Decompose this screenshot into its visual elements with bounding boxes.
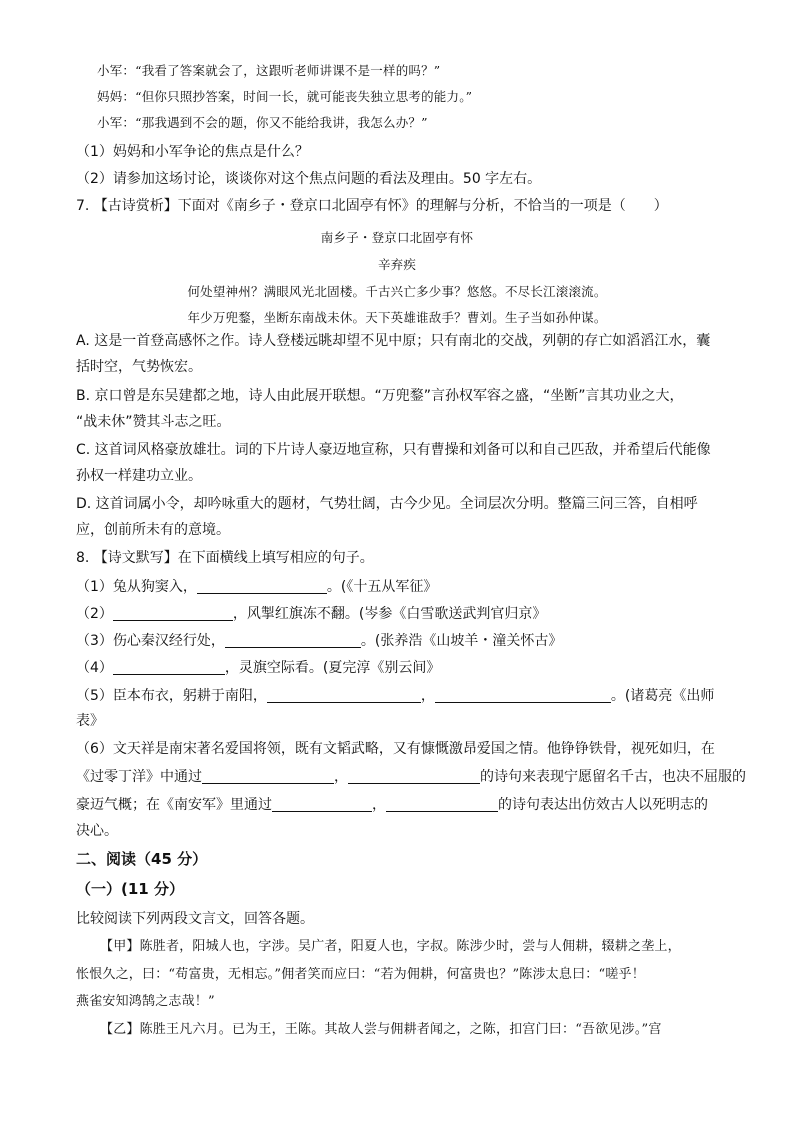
- passage-jia: 【甲】陈胜者，阳城人也，字涉。吴广者，阳夏人也，字叔。陈涉少时，尝与人佣耕，辍耕之垄上，: [100, 939, 681, 954]
- section-title: 二、阅读（45 分）: [76, 850, 208, 868]
- q8-item-6-line2: [76, 769, 746, 784]
- q8-item-5-text: （5）臣本布衣，躬耕于南阳，: [76, 688, 267, 704]
- poem-author: 辛弃疾: [377, 257, 417, 272]
- q8-item-6: （6）文天祥是南宋著名爱国将领，既有文韬武略，又有慷慨激昂爱国之情。他铮铮铁骨，视死如归，在: [76, 741, 715, 757]
- q7-option-d-cont: 应，创前所未有的意境。: [76, 522, 230, 538]
- q8-item-6-text: 《过零丁洋》中通过: [76, 769, 202, 785]
- q8-item-1: [76, 579, 437, 594]
- answer-blank[interactable]: [225, 633, 361, 648]
- q7-stem: 7. 【古诗赏析】下面对《南乡子・登京口北固亭有怀》的理解与分析，不恰当的一项是（ ）: [76, 198, 668, 214]
- q8-item-4: [76, 660, 440, 675]
- q7-option-b-cont: “战未休”赞其斗志之旺。: [76, 414, 231, 430]
- answer-blank[interactable]: [197, 579, 327, 594]
- dialogue-line: 小军：“那我遇到不会的题，你又不能给我讲，我怎么办？”: [97, 115, 428, 130]
- q7-option-c: C. 这首词风格豪放雄壮。词的下片诗人豪迈地宣称，只有曹操和刘备可以和自己匹敌，并希望后代能像: [76, 442, 711, 458]
- q8-item-6-line3: [76, 797, 708, 812]
- passage-jia-cont: 怅恨久之，曰：“苟富贵，无相忘。”佣者笑而应曰：“若为佣耕，何富贵也？”陈涉太息曰：“嗟乎！: [76, 967, 645, 982]
- q8-item-2-num: （2）: [76, 606, 113, 622]
- q8-item-6-text: 的诗句表达出仿效古人以死明志的: [498, 797, 708, 813]
- passage-jia-cont: 燕雀安知鸿鹄之志哉！”: [76, 994, 215, 1009]
- q7-option-a: A. 这是一首登高感怀之作。诗人登楼远眺却望不见中原；只有南北的交战，列朝的存亡如滔滔江水，囊: [76, 333, 711, 349]
- subsection-title: （一）(11 分）: [76, 880, 184, 898]
- q6-sub1: （1）妈妈和小军争论的焦点是什么？: [76, 144, 309, 160]
- comma: ，: [334, 769, 348, 785]
- q8-item-3-source: 。(张养浩《山坡羊・潼关怀古》: [360, 633, 563, 649]
- q8-item-4-num: （4）: [76, 660, 113, 676]
- q8-item-5: [76, 688, 714, 703]
- q7-option-c-cont: 孙权一样建功立业。: [76, 468, 202, 484]
- q8-item-6-text: 的诗句来表现宁愿留名千古，也决不屈服的: [480, 769, 746, 785]
- q8-item-6-text: 豪迈气概；在《南安军》里通过: [76, 797, 272, 813]
- q8-item-5-cont: 表》: [76, 713, 104, 729]
- answer-blank[interactable]: [435, 688, 611, 703]
- passage-yi: 【乙】陈胜王凡六月。已为王，王陈。其故人尝与佣耕者闻之，之陈，扣宫门曰：“吾欲见涉。”宫: [100, 1022, 662, 1037]
- q7-option-a-cont: 括时空，气势恢宏。: [76, 359, 202, 375]
- poem-line: 何处望神州？满眼风光北固楼。千古兴亡多少事？悠悠。不尽长江滚滚流。: [187, 284, 607, 299]
- comma: ，: [372, 797, 386, 813]
- dialogue-line: 小军：“我看了答案就会了，这跟听老师讲课不是一样的吗？”: [97, 63, 441, 78]
- answer-blank[interactable]: [113, 606, 233, 621]
- q7-option-d: D. 这首词属小令，却吟咏重大的题材，气势壮阔，古今少见。全词层次分明。整篇三问三答，自相呼: [76, 496, 698, 512]
- answer-blank[interactable]: [267, 688, 421, 703]
- poem-title: 南乡子・登京口北固亭有怀: [320, 230, 474, 245]
- q6-sub2: （2）请参加这场讨论，谈谈你对这个焦点问题的看法及理由。50 字左右。: [76, 171, 542, 187]
- q8-item-2: [76, 606, 546, 621]
- q8-item-4-text: ，灵旗空际看。(夏完淳《别云间》: [224, 660, 441, 676]
- poem-line: 年少万兜鍪，坐断东南战未休。天下英雄谁敌手？曹刘。生子当如孙仲谋。: [187, 310, 607, 325]
- q7-option-b: B. 京口曾是东吴建都之地，诗人由此展开联想。“万兜鍪”言孙权军容之盛，“坐断”言其功业之大，: [76, 388, 684, 404]
- dialogue-line: 妈妈：“但你只照抄答案，时间一长，就可能丧失独立思考的能力。”: [97, 89, 473, 104]
- answer-blank[interactable]: [202, 769, 334, 784]
- q8-item-6-line4: 决心。: [76, 823, 118, 839]
- comma: ，: [420, 688, 435, 704]
- q8-item-1-text: （1）兔从狗窦入，: [76, 579, 197, 595]
- answer-blank[interactable]: [386, 797, 498, 812]
- q8-item-5-source: 。(诸葛亮《出师: [610, 688, 715, 704]
- q8-stem: 8. 【诗文默写】在下面横线上填写相应的句子。: [76, 550, 374, 566]
- q8-item-2-text: ，风掣红旗冻不翻。(岑参《白雪歌送武判官归京》: [232, 606, 547, 622]
- q8-item-3: [76, 633, 562, 648]
- q8-item-1-source: 。(《十五从军征》: [326, 579, 438, 595]
- answer-blank[interactable]: [348, 769, 480, 784]
- q8-item-3-text: （3）伤心秦汉经行处，: [76, 633, 225, 649]
- reading-intro: 比较阅读下列两段文言文，回答各题。: [76, 911, 314, 927]
- answer-blank[interactable]: [113, 660, 225, 675]
- answer-blank[interactable]: [272, 797, 372, 812]
